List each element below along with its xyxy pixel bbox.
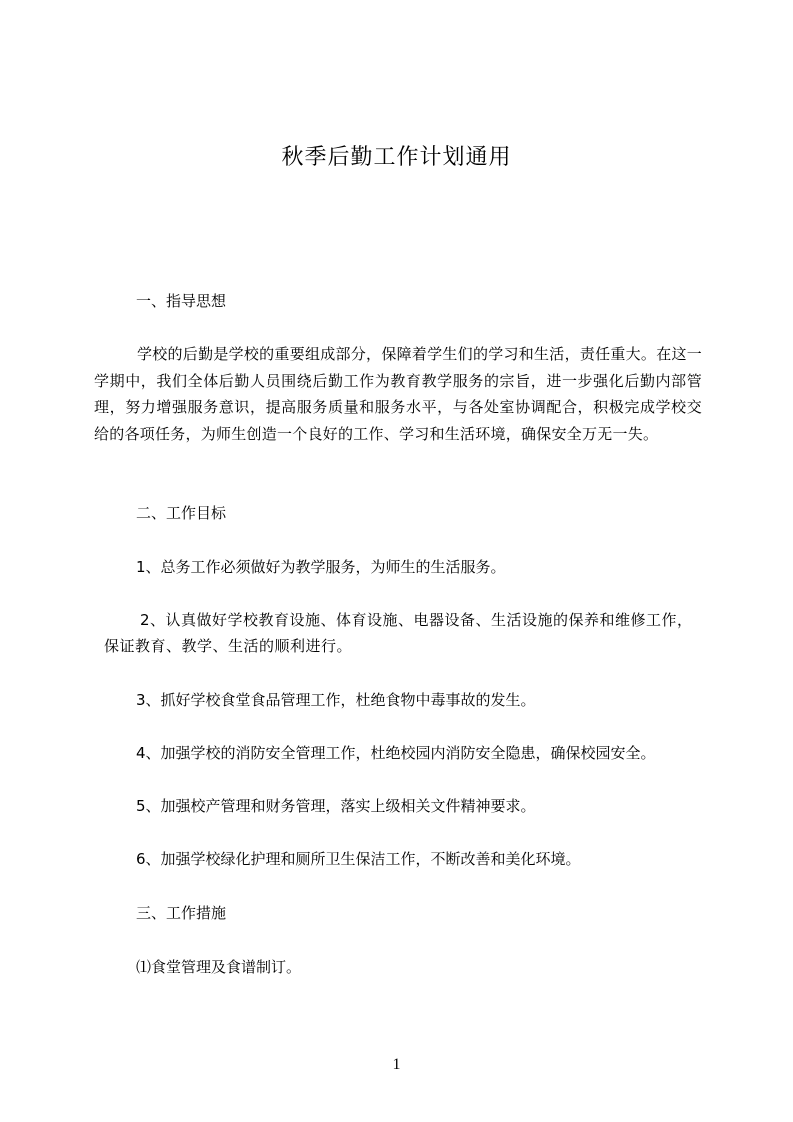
goal-item-2: 2、认真做好学校教育设施、体育设施、电器设备、生活设施的保养和维修工作，保证教育、教学、生活的顺利进行。 (104, 611, 693, 655)
measure-item-1: ⑴食堂管理及食谱制订。 (136, 958, 302, 976)
guiding-ideas-paragraph: 学校的后勤是学校的重要组成部分，保障着学生们的学习和生活，责任重大。在这一学期中，我们全体后勤人员围绕后勤工作为教育教学服务的宗旨，进一步强化后勤内部管理，努力增强服务意识，提高服务质量和服务水平，与各处室协调配合，积极完成学校交给的各项任务，为师生创造一个良好的工作、学习和生活环境，确保安全万无一失。 (94, 345, 702, 443)
goal-item-4: 4、加强学校的消防安全管理工作，杜绝校园内消防安全隐患，确保校园安全。 (136, 744, 656, 762)
section-heading-work-measures: 三、工作措施 (136, 904, 227, 922)
section-heading-work-goals: 二、工作目标 (136, 504, 227, 522)
goal-item-1: 1、总务工作必须做好为教学服务，为师生的生活服务。 (136, 558, 506, 576)
section-heading-guiding-ideas: 一、指导思想 (136, 292, 227, 310)
goal-item-6: 6、加强学校绿化护理和厕所卫生保洁工作，不断改善和美化环境。 (136, 850, 581, 868)
document-title: 秋季后勤工作计划通用 (281, 145, 512, 170)
goal-item-5: 5、加强校产管理和财务管理，落实上级相关文件精神要求。 (136, 797, 536, 815)
goal-item-3: 3、抓好学校食堂食品管理工作，杜绝食物中毒事故的发生。 (136, 691, 536, 709)
page-number: 1 (392, 1056, 401, 1073)
